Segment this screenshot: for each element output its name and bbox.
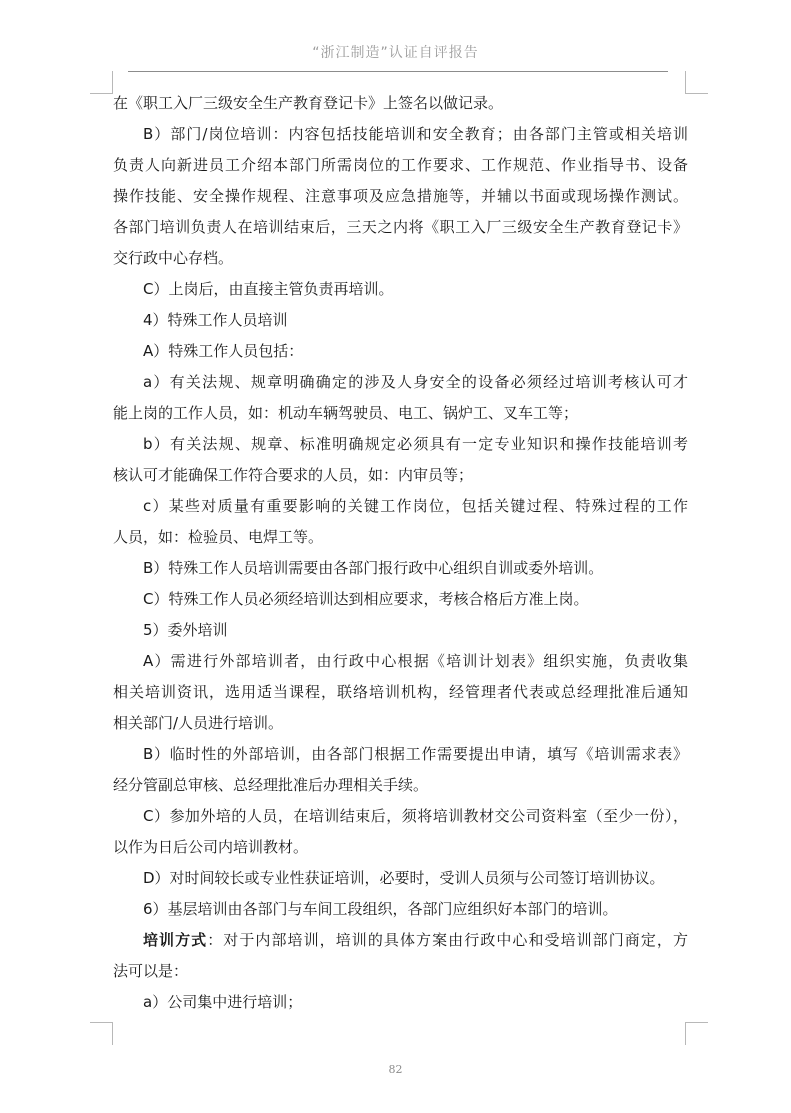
text-line: a）公司集中进行培训； bbox=[143, 993, 303, 1011]
crop-mark-bottom-left bbox=[90, 1022, 113, 1045]
training-method-text: ：对于内部培训，培训的具体方案由行政中心和受培训部门商定，方 bbox=[207, 931, 688, 949]
text-line: 以作为日后公司内培训教材。 bbox=[113, 838, 309, 856]
page-number: 82 bbox=[388, 1063, 403, 1076]
body-text bbox=[113, 88, 688, 1018]
text-line: 交行政中心存档。 bbox=[113, 249, 234, 267]
text-line: A）需进行外部培训者，由行政中心根据《培训计划表》组织实施，负责收集 bbox=[143, 652, 688, 670]
training-method-label: 培训方式 bbox=[143, 931, 208, 949]
text-line: b）有关法规、规章、标准明确规定必须具有一定专业知识和操作技能培训考 bbox=[143, 435, 688, 453]
text-line: 负责人向新进员工介绍本部门所需岗位的工作要求、工作规范、作业指导书、设备 bbox=[113, 156, 688, 174]
text-line: C）上岗后，由直接主管负责再培训。 bbox=[143, 280, 394, 298]
training-method-line bbox=[113, 925, 688, 956]
crop-mark-top-left bbox=[90, 71, 113, 94]
text-line: C）特殊工作人员必须经培训达到相应要求，考核合格后方准上岗。 bbox=[143, 590, 589, 608]
text-line: 5）委外培训 bbox=[143, 621, 228, 639]
text-line: 核认可才能确保工作符合要求的人员，如：内审员等； bbox=[113, 466, 474, 484]
text-line: 6）基层培训由各部门与车间工段组织，各部门应组织好本部门的培训。 bbox=[143, 900, 618, 918]
text-line: B）临时性的外部培训，由各部门根据工作需要提出申请，填写《培训需求表》 bbox=[143, 745, 688, 763]
page-header-title: “浙江制造”认证自评报告 bbox=[312, 45, 479, 61]
text-line: 4）特殊工作人员培训 bbox=[143, 311, 288, 329]
text-line: C）参加外培的人员，在培训结束后，须将培训教材交公司资料室（至少一份）， bbox=[143, 807, 688, 825]
text-line: D）对时间较长或专业性获证培训，必要时，受训人员须与公司签订培训协议。 bbox=[143, 869, 665, 887]
text-line: 各部门培训负责人在培训结束后，三天之内将《职工入厂三级安全生产教育登记卡》 bbox=[113, 218, 688, 236]
text-line: 人员，如：检验员、电焊工等。 bbox=[113, 528, 324, 546]
crop-mark-bottom-right bbox=[685, 1022, 708, 1045]
text-line: 在《职工入厂三级安全生产教育登记卡》上签名以做记录。 bbox=[113, 94, 504, 112]
text-line: 法可以是： bbox=[113, 962, 189, 980]
text-line: A）特殊工作人员包括： bbox=[143, 342, 304, 360]
text-line: B）部门/岗位培训：内容包括技能培训和安全教育；由各部门主管或相关培训 bbox=[143, 125, 688, 143]
header-rule bbox=[128, 71, 668, 72]
text-line: B）特殊工作人员培训需要由各部门报行政中心组织自训或委外培训。 bbox=[143, 559, 604, 577]
text-line: 相关部门/人员进行培训。 bbox=[113, 714, 284, 732]
text-line: c）某些对质量有重要影响的关键工作岗位，包括关键过程、特殊过程的工作 bbox=[143, 497, 688, 515]
text-line: 相关培训资讯，选用适当课程，联络培训机构，经管理者代表或总经理批准后通知 bbox=[113, 683, 688, 701]
text-line: 经分管副总审核、总经理批准后办理相关手续。 bbox=[113, 776, 429, 794]
text-line: 能上岗的工作人员，如：机动车辆驾驶员、电工、锅炉工、叉车工等； bbox=[113, 404, 579, 422]
text-line: a）有关法规、规章明确确定的涉及人身安全的设备必须经过培训考核认可才 bbox=[143, 373, 688, 391]
text-line: 操作技能、安全操作规程、注意事项及应急措施等，并辅以书面或现场操作测试。 bbox=[113, 187, 688, 205]
crop-mark-top-right bbox=[685, 71, 708, 94]
